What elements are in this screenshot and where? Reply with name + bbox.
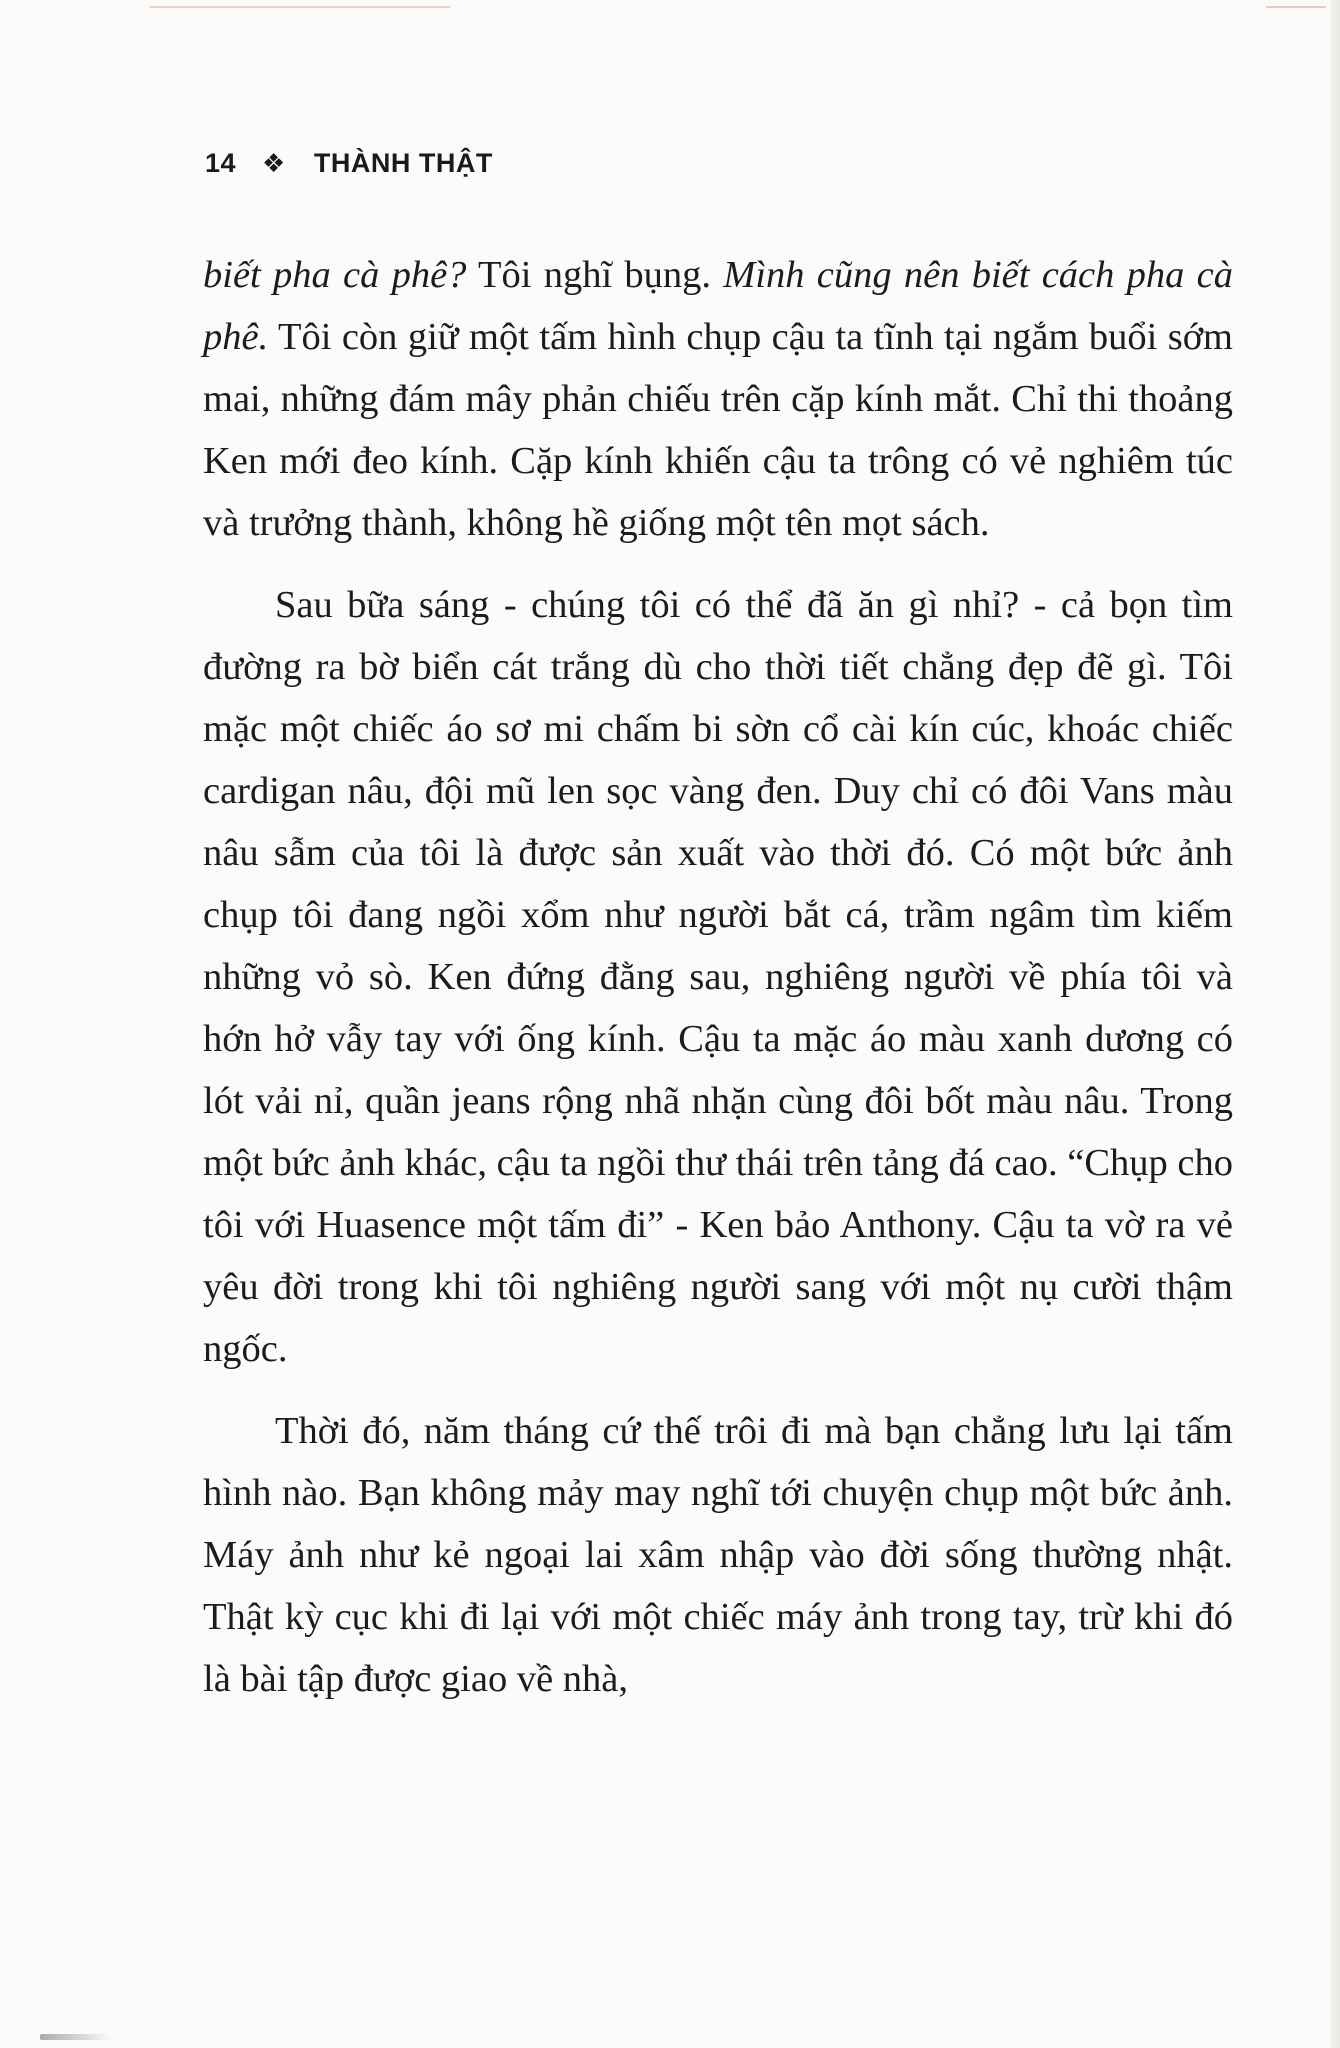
paragraph xyxy=(203,1400,1233,1710)
scan-artifact xyxy=(40,2034,110,2040)
text-segment: Thời đó, năm tháng cứ thế trôi đi mà bạn chẳng lưu lại tấm hình nào. Bạn không mảy may nghĩ tới chuyện chụp một bức ảnh. Máy ảnh như kẻ ngoại lai xâm nhập vào đời sống thường nhật. Thật kỳ cục khi đi lại với một chiếc máy ảnh trong tay, trừ khi đó là bài tập được giao về nhà, xyxy=(203,1410,1233,1700)
page-edge-corner xyxy=(1266,6,1326,8)
chapter-title: THÀNH THẬT xyxy=(313,148,493,178)
page-edge-top xyxy=(150,6,450,8)
diamond-ornament-icon: ❖ xyxy=(262,148,286,179)
italic-text: biết pha cà phê? xyxy=(203,254,467,296)
paragraph xyxy=(203,574,1233,1380)
page-number: 14 xyxy=(205,148,237,178)
italic-text: Mình cũng nên biết cách pha cà phê. xyxy=(203,254,1233,358)
text-segment: Tôi nghĩ bụng. xyxy=(466,254,724,296)
text-segment: Tôi còn giữ một tấm hình chụp cậu ta tĩnh tại ngắm buổi sớm mai, những đám mây phản chiếu trên cặp kính mắt. Chỉ thi thoảng Ken mới đeo kính. Cặp kính khiến cậu ta trông có vẻ nghiêm túc và trưởng thành, không hề giống một tên mọt sách. xyxy=(203,316,1233,544)
paragraph xyxy=(203,244,1233,554)
page-edge-right xyxy=(1330,0,1340,2048)
running-header xyxy=(205,148,493,179)
text-segment: Sau bữa sáng - chúng tôi có thể đã ăn gì nhỉ? - cả bọn tìm đường ra bờ biển cát trắng dù cho thời tiết chẳng đẹp đẽ gì. Tôi mặc một chiếc áo sơ mi chấm bi sờn cổ cài kín cúc, khoác chiếc cardigan nâu, đội mũ len sọc vàng đen. Duy chỉ có đôi Vans màu nâu sẫm của tôi là được sản xuất vào thời đó. Có một bức ảnh chụp tôi đang ngồi xổm như người bắt cá, trầm ngâm tìm kiếm những vỏ sò. Ken đứng đằng sau, nghiêng người về phía tôi và hớn hở vẫy tay với ống kính. Cậu ta mặc áo màu xanh dương có lót vải nỉ, quần jeans rộng nhã nhặn cùng đôi bốt màu nâu. Trong một bức ảnh khác, cậu ta ngồi thư thái trên tảng đá cao. “Chụp cho tôi với Huasence một tấm đi” - Ken bảo Anthony. Cậu ta vờ ra vẻ yêu đời trong khi tôi nghiêng người sang với một nụ cười thậm ngốc. xyxy=(203,584,1233,1370)
body-text xyxy=(203,244,1233,1730)
